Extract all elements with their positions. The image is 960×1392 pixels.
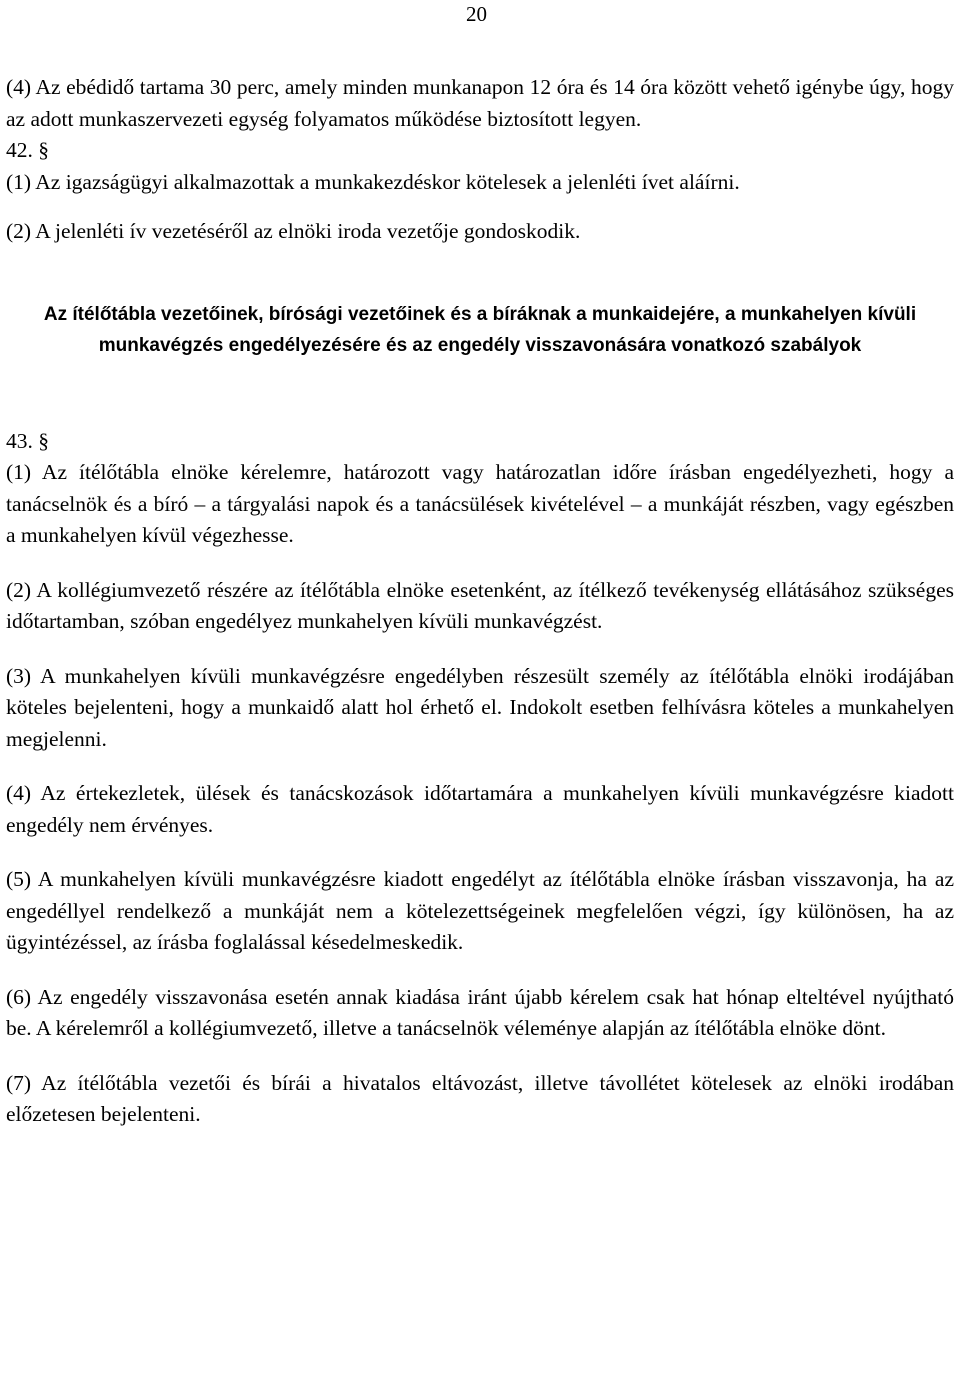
section-heading: Az ítélőtábla vezetőinek, bírósági vezetőinek és a bíráknak a munkaidejére, a munkahelyen kívüli munkavégzés engedélyezésére és az engedély visszavonására vonatkozó szabályok <box>43 303 917 356</box>
section-number-43: 43. § <box>6 428 49 453</box>
paragraph-42-1: (1) Az igazságügyi alkalmazottak a munkakezdéskor kötelesek a jelenléti ívet aláírni. <box>6 169 740 194</box>
paragraph-43-3: (3) A munkahelyen kívüli munkavégzésre engedélyben részesült személy az ítélőtábla elnöki irodájában köteles bejelenteni, hogy a munkaidő alatt hol érhető el. Indokolt esetben felhívásra köteles a munkahelyen megjelenni. <box>6 663 954 751</box>
paragraph-42-2: (2) A jelenléti ív vezetéséről az elnöki iroda vezetője gondoskodik. <box>6 219 581 243</box>
paragraph-43-1: (1) Az ítélőtábla elnöke kérelemre, határozott vagy határozatlan időre írásban engedélyezheti, hogy a tanácselnök és a bíró – a tárgyalási napok és a tanácsülések kivételével – a munkáját részben, vagy egészben a munkahelyen kívül végezhesse. <box>6 460 954 547</box>
paragraph-43-6: (6) Az engedély visszavonása esetén annak kiadása iránt újabb kérelem csak hat hónap elteltével nyújtható be. A kérelemről a kollégiumvezető, illetve a tanácselnök véleménye alapján az ítélőtábla elnöke dönt. <box>6 984 954 1040</box>
paragraph-43-4: (4) Az értekezletek, ülések és tanácskozások időtartamára a munkahelyen kívüli munkavégzésre kiadott engedély nem érvényes. <box>6 781 954 837</box>
section-number-42: 42. § <box>6 138 49 162</box>
paragraph-43-2: (2) A kollégiumvezető részére az ítélőtábla elnöke esetenként, az ítélkező tevékenység ellátásához szükséges időtartamban, szóban engedélyez munkahelyen kívüli munkavégzést. <box>6 577 954 633</box>
document-body <box>6 72 954 1131</box>
page-number: 20 <box>466 2 487 26</box>
paragraph-41-4: (4) Az ebédidő tartama 30 perc, amely minden munkanapon 12 óra és 14 óra között vehető igénybe úgy, hogy az adott munkaszervezeti egység folyamatos működése biztosított legyen. <box>6 75 954 131</box>
paragraph-43-5: (5) A munkahelyen kívüli munkavégzésre kiadott engedélyt az ítélőtábla elnöke írásban visszavonja, ha az engedéllyel rendelkező a munkáját nem a kötelezettségeinek megfelelően végzi, így különösen, ha az ügyintézéssel, az írásba foglalással késedelmeskedik. <box>6 867 954 954</box>
paragraph-43-7: (7) Az ítélőtábla vezetői és bírái a hivatalos eltávozást, illetve távollétet kötelesek az elnöki irodában előzetesen bejelenteni. <box>6 1070 954 1126</box>
